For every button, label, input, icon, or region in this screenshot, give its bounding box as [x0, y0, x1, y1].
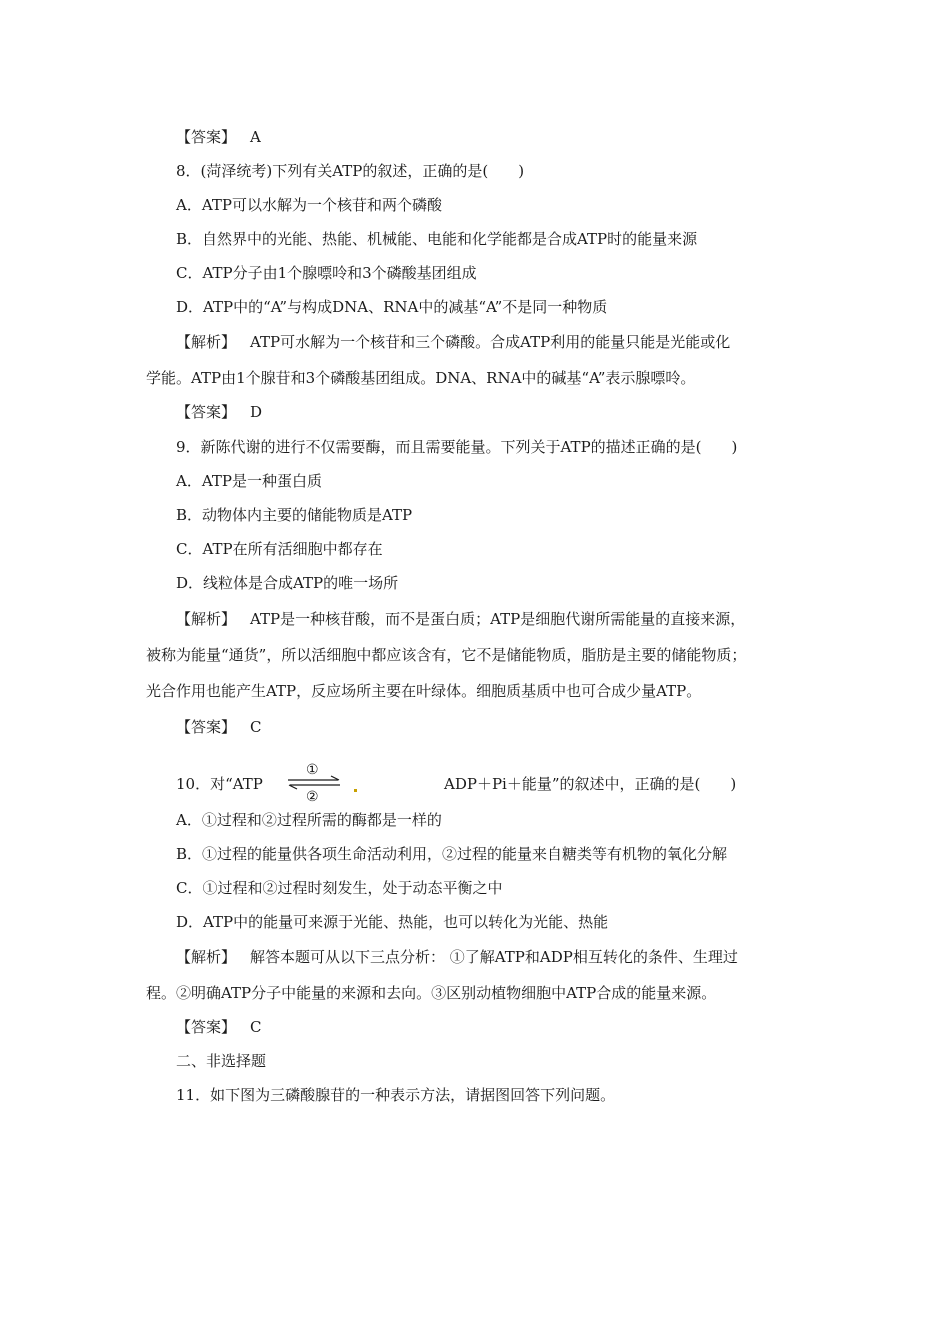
reversible-arrow-diagram	[284, 758, 344, 806]
q10-analysis-line-2: 程。②明确ATP分子中能量的来源和去向。③区别动植物细胞中ATP合成的能量来源。	[146, 984, 717, 1002]
q10-answer-line	[176, 1016, 262, 1038]
q9-analysis-line-1	[176, 608, 745, 630]
q10-option-b: B．①过程的能量供各项生命活动利用，②过程的能量来自糖类等有机物的氧化分解	[176, 845, 728, 863]
arrow-label-bottom: ②	[306, 789, 319, 805]
q11-stem: 11．如下图为三磷酸腺苷的一种表示方法，请据图回答下列问题。	[176, 1086, 616, 1104]
answer-value: A	[250, 128, 261, 146]
analysis-text: ATP是一种核苷酸，而不是蛋白质；ATP是细胞代谢所需能量的直接来源，	[250, 610, 746, 628]
q9-option-a: A．ATP是一种蛋白质	[176, 472, 322, 490]
analysis-tag: 【解析】	[176, 610, 237, 628]
analysis-text: ATP可水解为一个核苷和三个磷酸。合成ATP利用的能量只能是光能或化	[250, 333, 731, 351]
analysis-text: 解答本题可从以下三点分析： ①了解ATP和ADP相互转化的条件、生理过	[250, 948, 738, 966]
q8-option-a: A．ATP可以水解为一个核苷和两个磷酸	[176, 196, 442, 214]
q8-option-d: D．ATP中的“A”与构成DNA、RNA中的减基“A”不是同一种物质	[176, 298, 608, 316]
q10-option-c: C．①过程和②过程时刻发生，处于动态平衡之中	[176, 879, 503, 897]
q9-stem: 9．新陈代谢的进行不仅需要酶，而且需要能量。下列关于ATP的描述正确的是( )	[176, 438, 738, 456]
answer-value: D	[250, 403, 263, 421]
q9-analysis-line-3: 光合作用也能产生ATP，反应场所主要在叶绿体。细胞质基质中也可合成少量ATP。	[146, 682, 702, 700]
arrow-label-top: ①	[306, 762, 319, 778]
answer-value: C	[250, 1018, 262, 1036]
q10-option-a: A．①过程和②过程所需的酶都是一样的	[176, 811, 442, 829]
q8-option-c: C．ATP分子由1个腺嘌呤和3个磷酸基团组成	[176, 264, 477, 282]
answer-tag: 【答案】	[176, 128, 237, 146]
q10-stem-right: ADP＋Pi＋能量”的叙述中，正确的是( )	[444, 775, 737, 793]
q8-answer-line	[176, 401, 262, 423]
q9-analysis-line-2: 被称为能量“通货”，所以活细胞中都应该含有，它不是储能物质，脂肪是主要的储能物质；	[146, 646, 747, 664]
q10-stem-left: 10．对“ATP	[176, 775, 263, 793]
answer-tag: 【答案】	[176, 403, 237, 421]
section-heading-non-choice: 二、非选择题	[176, 1052, 267, 1070]
reversible-arrow-icon	[284, 758, 344, 806]
answer-tag: 【答案】	[176, 718, 237, 736]
yellow-dot-mark	[354, 789, 357, 792]
analysis-tag: 【解析】	[176, 948, 237, 966]
q10-option-d: D．ATP中的能量可来源于光能、热能，也可以转化为光能、热能	[176, 913, 609, 931]
q8-analysis-line-1	[176, 331, 730, 353]
q8-stem: 8．(菏泽统考)下列有关ATP的叙述，正确的是( )	[176, 162, 525, 180]
analysis-tag: 【解析】	[176, 333, 237, 351]
q10-analysis-line-1	[176, 946, 738, 968]
answer-tag: 【答案】	[176, 1018, 237, 1036]
q9-option-c: C．ATP在所有活细胞中都存在	[176, 540, 383, 558]
q9-option-b: B．动物体内主要的储能物质是ATP	[176, 506, 413, 524]
q9-answer-line	[176, 716, 262, 738]
q8-option-b: B．自然界中的光能、热能、机械能、电能和化学能都是合成ATP时的能量来源	[176, 230, 698, 248]
q7-answer-line	[176, 126, 261, 148]
q8-analysis-line-2: 学能。ATP由1个腺苷和3个磷酸基团组成。DNA、RNA中的碱基“A”表示腺嘌呤。	[146, 369, 696, 387]
answer-value: C	[250, 718, 262, 736]
q9-option-d: D．线粒体是合成ATP的唯一场所	[176, 574, 399, 592]
